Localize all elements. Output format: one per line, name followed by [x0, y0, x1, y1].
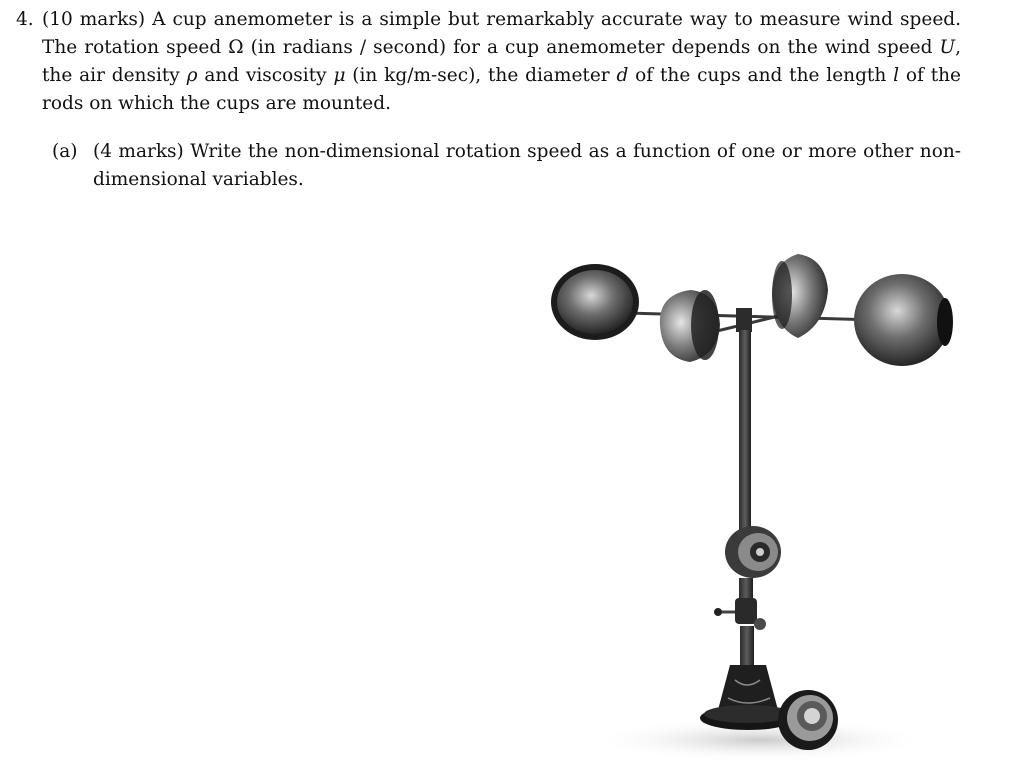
problem-text-3: , the air density	[42, 37, 961, 86]
counter-drum	[725, 526, 781, 578]
problem-marks: (10 marks)	[42, 9, 146, 30]
problem-text-1: A cup anemometer is a simple but remarkably accurate way to measure wind speed. The rotation speed	[42, 9, 961, 58]
vertical-shaft	[739, 330, 751, 530]
cup-right	[854, 274, 953, 366]
problem-text-4: and viscosity	[197, 65, 334, 86]
symbol-length: l	[893, 65, 900, 86]
adjustment-knob	[714, 598, 766, 630]
anemometer-illustration	[540, 240, 970, 770]
cup-center-left	[660, 290, 720, 362]
problem-text-7: of the rods on which the cups are mounted.	[42, 65, 961, 114]
cup-center-right	[772, 254, 828, 338]
symbol-viscosity: μ	[333, 65, 346, 86]
problem-text-6: of the cups and the length	[628, 65, 894, 86]
problem-intro	[16, 6, 961, 118]
problem-text-5: (in kg/m-sec), the diameter	[345, 65, 617, 86]
part-a-text: Write the non-dimensional rotation speed as a function of one or more other non-dimensional variables.	[93, 141, 961, 190]
rotor-hub	[736, 308, 752, 332]
symbol-diameter: d	[616, 65, 629, 86]
part-a	[16, 138, 961, 194]
part-a-label: (a)	[52, 141, 78, 162]
symbol-omega: Ω	[228, 37, 244, 58]
anemometer-photo	[540, 240, 970, 770]
symbol-wind-speed: U	[939, 37, 956, 58]
problem-text-2: (in radians / second) for a cup anemometer depends on the wind speed	[243, 37, 940, 58]
cup-left	[551, 264, 639, 340]
symbol-density: ρ	[186, 65, 198, 86]
part-a-marks: (4 marks)	[93, 141, 184, 162]
problem-number: 4.	[16, 9, 34, 30]
problem-statement	[16, 6, 961, 194]
base-stem	[740, 626, 754, 666]
